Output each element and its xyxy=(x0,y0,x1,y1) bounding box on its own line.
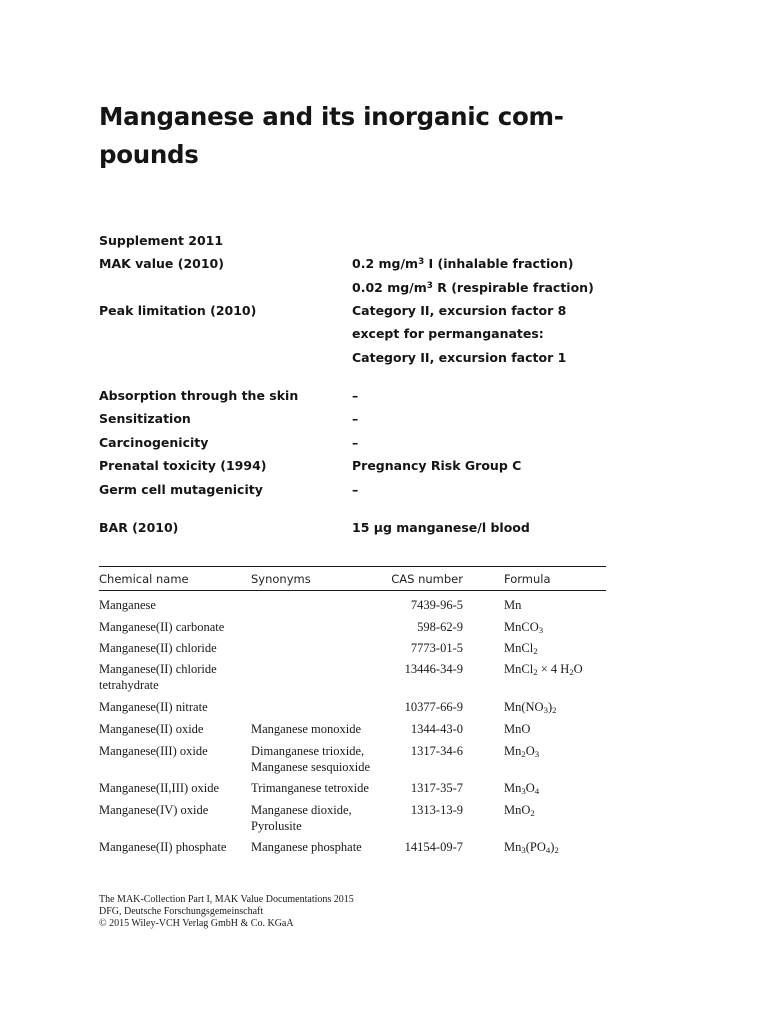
summary-label-skin-absorption: Absorption through the skin xyxy=(99,388,299,403)
summary-label-carcinogenicity: Carcinogenicity xyxy=(99,435,209,450)
cell-cas-number: 1317-34-6 xyxy=(410,744,463,758)
header-cas-number: CAS number xyxy=(391,572,463,586)
summary-label-prenatal-toxicity: Prenatal toxicity (1994) xyxy=(99,458,267,473)
summary-value-sensitization: – xyxy=(352,411,359,426)
cell-chemical-name: Manganese(II) oxide xyxy=(99,722,204,736)
title-line-1: Manganese and its inorganic com- xyxy=(99,102,564,131)
cell-formula: MnCl$_2$ xyxy=(504,641,538,657)
summary-label-supplement: Supplement 2011 xyxy=(99,233,224,248)
cell-formula: $Mn(NO_3)_2$ xyxy=(504,700,557,716)
cell-cas-number: 14154-09-7 xyxy=(404,840,463,854)
table-top-rule xyxy=(99,566,606,567)
cell-formula: $Mn_2O_3$ xyxy=(504,744,540,760)
cell-formula: MnCl$_2$ × 4 $H_2O$ xyxy=(504,662,583,678)
cell-cas-number: 598-62-9 xyxy=(417,620,463,634)
summary-value-mak-respirable: 0.02 $mg/m^3$ R (respirable fraction) xyxy=(352,280,594,295)
page-footer xyxy=(99,894,354,930)
cell-chemical-name: Manganese(IV) oxide xyxy=(99,803,209,817)
cell-chemical-name: Manganese(II) chloride tetrahydrate xyxy=(99,662,217,692)
cell-cas-number: 1317-35-7 xyxy=(410,781,463,795)
cell-chemical-name: Manganese(II) phosphate xyxy=(99,840,227,854)
summary-value-prenatal-toxicity: Pregnancy Risk Group C xyxy=(352,458,522,473)
cell-chemical-name: Manganese(II) carbonate xyxy=(99,620,225,634)
footer-line-collection: The MAK-Collection Part I, MAK Value Documentations 2015 xyxy=(99,894,354,905)
cell-synonyms: Trimanganese tetroxide xyxy=(251,781,369,795)
summary-value-carcinogenicity: – xyxy=(352,435,359,450)
summary-value-skin-absorption: – xyxy=(352,388,359,403)
cell-chemical-name: Manganese(III) oxide xyxy=(99,744,208,758)
footer-line-copyright: © 2015 Wiley-VCH Verlag GmbH & Co. KGaA xyxy=(99,918,294,929)
summary-value-peak-3: Category II, excursion factor 1 xyxy=(352,350,567,365)
cell-chemical-name: Manganese(II) chloride xyxy=(99,641,217,655)
summary-value-mak-inhalable: 0.2 $mg/m^3$ I (inhalable fraction) xyxy=(352,256,574,271)
cell-cas-number: 1313-13-9 xyxy=(410,803,463,817)
cell-formula: Mn xyxy=(504,598,522,612)
cell-synonyms: Manganese monoxide xyxy=(251,722,362,736)
cell-cas-number: 13446-34-9 xyxy=(404,662,463,676)
summary-label-sensitization: Sensitization xyxy=(99,411,191,426)
cell-formula: MnCO$_3$ xyxy=(504,620,544,636)
summary-label-germ-cell: Germ cell mutagenicity xyxy=(99,482,263,497)
summary-label-mak-value: MAK value (2010) xyxy=(99,256,224,271)
title-line-2: pounds xyxy=(99,140,199,169)
cell-cas-number: 7773-01-5 xyxy=(410,641,463,655)
header-formula: Formula xyxy=(504,572,551,586)
summary-label-peak-limitation: Peak limitation (2010) xyxy=(99,303,257,318)
cell-chemical-name: Manganese xyxy=(99,598,156,612)
cell-synonyms: Dimanganese trioxide, Manganese sesquioxide xyxy=(251,744,371,774)
cell-formula: MnO$_2$ xyxy=(504,803,535,819)
summary-value-germ-cell: – xyxy=(352,482,359,497)
header-synonyms: Synonyms xyxy=(251,572,311,586)
summary-value-peak-1: Category II, excursion factor 8 xyxy=(352,303,567,318)
cell-formula: $Mn_3O_4$ xyxy=(504,781,540,797)
cell-cas-number: 1344-43-0 xyxy=(410,722,463,736)
summary-value-peak-2: except for permanganates: xyxy=(352,326,544,341)
cell-synonyms: Manganese phosphate xyxy=(251,840,362,854)
cell-chemical-name: Manganese(II) nitrate xyxy=(99,700,208,714)
cell-formula: MnO xyxy=(504,722,531,736)
cell-synonyms: Manganese dioxide, Pyrolusite xyxy=(251,803,352,833)
page-title xyxy=(99,98,599,174)
footer-line-dfg: DFG, Deutsche Forschungsgemeinschaft xyxy=(99,906,264,917)
summary-value-bar: 15 µg manganese/l blood xyxy=(352,520,530,535)
cell-chemical-name: Manganese(II,III) oxide xyxy=(99,781,220,795)
header-chemical-name: Chemical name xyxy=(99,572,189,586)
summary-label-bar: BAR (2010) xyxy=(99,520,179,535)
cell-cas-number: 7439-96-5 xyxy=(410,598,463,612)
cell-cas-number: 10377-66-9 xyxy=(404,700,463,714)
cell-formula: $Mn_3(PO_4)_2$ xyxy=(504,840,559,856)
table-header-rule xyxy=(99,590,606,591)
